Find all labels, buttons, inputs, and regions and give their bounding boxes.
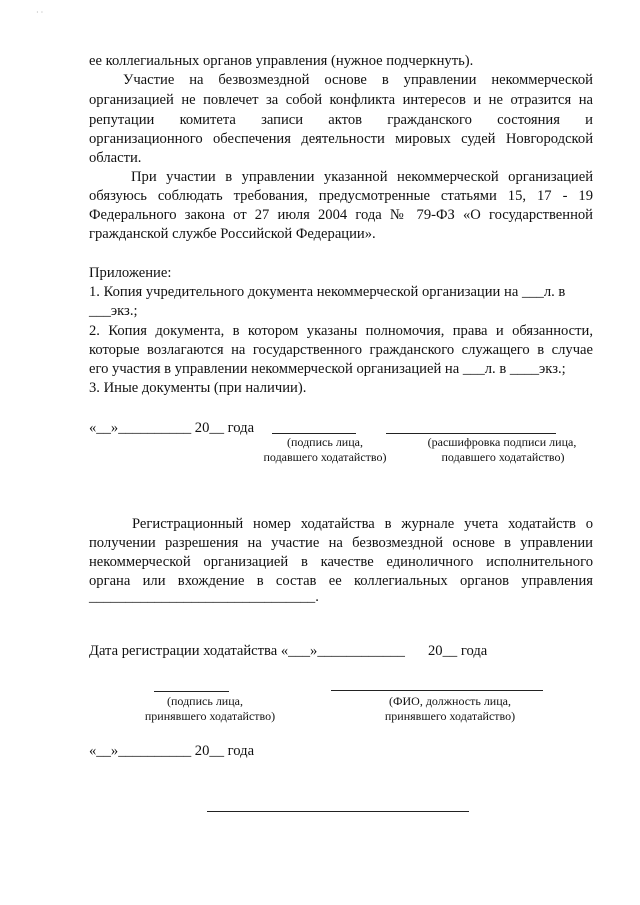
sig1-name-line: [386, 433, 556, 434]
paragraph1-line-3: репутации комитета записи актов гражданского состояния и: [89, 112, 593, 128]
appendix-item-2-line-2: которые возлагаются на государственного гражданского служащего в случае: [89, 342, 593, 358]
bottom-signature-line: [207, 811, 469, 812]
sig2-caption-name-1: (ФИО, должность лица,: [389, 694, 511, 708]
sig2-caption-sign-1: (подпись лица,: [167, 694, 243, 708]
paragraph2-line-2: обязуюсь соблюдать требования, предусмотренные статьями 15, 17 - 19: [89, 188, 593, 204]
corner-mark: · ·: [36, 8, 44, 17]
paragraph1-line-5: области.: [89, 150, 142, 166]
sig2-name-line: [331, 690, 543, 691]
sig1-caption-name-1: (расшифровка подписи лица,: [427, 435, 577, 449]
sig2-signature-line: [154, 691, 229, 692]
registration-line-3: некоммерческой организацией в качестве единоличного исполнительного: [89, 554, 593, 570]
sig1-date: «__»__________ 20__ года: [89, 420, 255, 436]
paragraph2-line-4: гражданской службе Российской Федерации».: [89, 226, 376, 242]
appendix-item-3: 3. Иные документы (при наличии).: [89, 380, 307, 396]
appendix-item-2-line-1: 2. Копия документа, в котором указаны полномочия, права и обязанности,: [89, 323, 593, 339]
sig1-caption-name-2: подавшего ходатайство): [441, 450, 565, 464]
paragraph1-line-4: организационного обеспечения деятельности мировых судей Новгородской: [89, 131, 593, 147]
intro-line: ее коллегиальных органов управления (нужное подчеркнуть).: [89, 53, 474, 69]
sig2-caption-name-2: принявшего ходатайство): [384, 709, 516, 723]
appendix-item-1: 1. Копия учредительного документа некоммерческой организации на ___л. в: [89, 284, 566, 300]
appendix-heading: Приложение:: [89, 265, 172, 281]
appendix-item-1-cont: ___экз.;: [89, 303, 138, 319]
sig1-signature-line: [272, 433, 356, 434]
paragraph1-line-2: организацией не повлечет за собой конфликта интересов и не отразится на: [89, 92, 593, 108]
registration-blank: _______________________________.: [89, 589, 319, 605]
paragraph1-line-1: Участие на безвозмездной основе в управлении некоммерческой: [123, 72, 593, 88]
sig1-caption-sign-1: (подпись лица,: [287, 435, 363, 449]
registration-line-4: органа или вхождение в состав ее коллегиальных органов управления: [89, 573, 593, 589]
final-date: «__»__________ 20__ года: [89, 743, 255, 759]
registration-line-2: получении разрешения на участие на безвозмездной основе в управлении: [89, 535, 593, 551]
sig1-caption-sign-2: подавшего ходатайство): [263, 450, 387, 464]
paragraph2-line-1: При участии в управлении указанной некоммерческой организацией: [131, 169, 593, 185]
sig2-caption-sign-2: принявшего ходатайство): [144, 709, 276, 723]
appendix-item-2-line-3: его участия в управлении некоммерческой организацией на ___л. в ____экз.;: [89, 361, 566, 377]
reg-date-year: 20__ года: [428, 643, 488, 659]
reg-date-label: Дата регистрации ходатайства «___»____________: [89, 643, 405, 659]
paragraph2-line-3: Федерального закона от 27 июля 2004 года № 79-ФЗ «О государственной: [89, 207, 593, 223]
registration-line-1: Регистрационный номер ходатайства в журнале учета ходатайств о: [132, 516, 593, 532]
